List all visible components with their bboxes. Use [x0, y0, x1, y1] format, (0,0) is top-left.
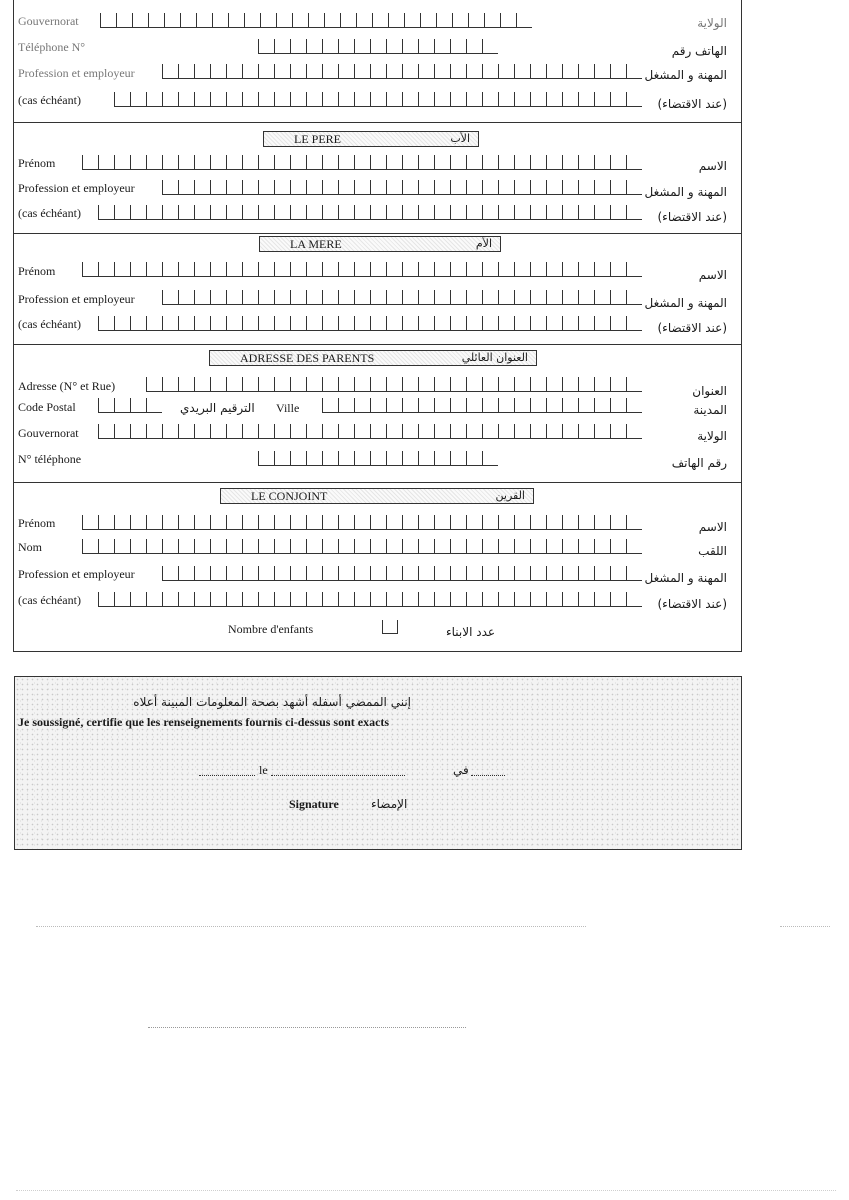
label-conjoint-prenom-ar: الاسم: [698, 520, 727, 534]
header-le-pere-fr: LE PERE: [294, 132, 341, 146]
label-gouvernorat: Gouvernorat: [18, 426, 79, 440]
header-adresse-ar: العنوان العائلي: [461, 351, 528, 364]
label-pere-profession: Profession et employeur: [18, 181, 135, 195]
label-conjoint-profession-ar: المهنة و المشغل: [644, 571, 727, 585]
input-conjoint-cas[interactable]: [98, 592, 642, 607]
header-la-mere-fr: LA MERE: [290, 237, 342, 251]
input-conjoint-profession[interactable]: [162, 566, 642, 581]
label-gouvernorat-ar: الولاية: [697, 429, 727, 443]
label-telephone: N° téléphone: [18, 452, 82, 466]
header-la-mere: [259, 236, 501, 252]
input-telephone-top[interactable]: [258, 39, 498, 54]
label-conjoint-prenom: Prénom: [18, 516, 56, 530]
label-profession-top-ar: المهنة و المشغل: [644, 68, 727, 82]
header-adresse-fr: ADRESSE DES PARENTS: [240, 351, 375, 365]
input-code-postal[interactable]: [98, 398, 162, 413]
label-telephone-top-ar: الهاتف رقم: [671, 44, 727, 58]
label-cas-top-ar: (عند الاقتضاء): [657, 97, 727, 111]
input-pere-profession[interactable]: [162, 180, 642, 195]
label-conjoint-profession: Profession et employeur: [18, 567, 135, 581]
header-le-conjoint-fr: LE CONJOINT: [251, 489, 328, 503]
input-pere-prenom[interactable]: [82, 155, 642, 170]
label-conjoint-cas-ar: (عند الاقتضاء): [657, 597, 727, 611]
input-conjoint-prenom[interactable]: [82, 515, 642, 530]
header-adresse-parents: [209, 350, 537, 366]
input-conjoint-nom[interactable]: [82, 539, 642, 554]
header-le-conjoint-ar: القرين: [495, 489, 525, 502]
header-le-conjoint: [220, 488, 534, 504]
label-cas-top: (cas échéant): [18, 93, 81, 107]
label-nombre-enfants: Nombre d'enfants: [228, 622, 314, 636]
label-adresse-ar: العنوان: [692, 384, 727, 398]
label-gouvernorat-top: Gouvernorat: [18, 14, 79, 28]
label-mere-cas: (cas échéant): [18, 317, 81, 331]
header-le-pere-ar: الأب: [450, 132, 470, 145]
section-divider: [14, 344, 741, 345]
label-fi: في: [453, 763, 469, 777]
certification-text-fr: Je soussigné, certifie que les renseignements fournis ci-dessus sont exacts: [18, 715, 390, 729]
input-ville[interactable]: [322, 398, 642, 413]
form-frame: [13, 0, 742, 652]
label-code-postal: Code Postal: [18, 400, 76, 414]
input-mere-cas[interactable]: [98, 316, 642, 331]
label-conjoint-nom-ar: اللقب: [698, 544, 727, 558]
certification-text-ar: إنني الممضي أسفله أشهد بصحة المعلومات المبينة أعلاه: [133, 695, 411, 709]
input-adresse[interactable]: [146, 377, 642, 392]
label-signature: Signature: [289, 797, 339, 811]
certification-box: [14, 676, 742, 850]
header-le-pere: [263, 131, 479, 147]
label-ville: Ville: [276, 401, 300, 415]
section-divider: [14, 122, 741, 123]
label-mere-cas-ar: (عند الاقتضاء): [657, 321, 727, 335]
lieu-field[interactable]: [199, 775, 255, 776]
input-pere-cas[interactable]: [98, 205, 642, 220]
label-mere-prenom-ar: الاسم: [698, 268, 727, 282]
label-signature-ar: الإمضاء: [371, 797, 408, 811]
input-nombre-enfants[interactable]: [382, 620, 398, 634]
section-divider: [14, 233, 741, 234]
scan-noise-line: [36, 926, 586, 927]
date-field[interactable]: [271, 775, 405, 776]
label-ville-ar: المدينة: [693, 403, 727, 417]
label-conjoint-nom: Nom: [18, 540, 42, 554]
input-telephone[interactable]: [258, 451, 498, 466]
label-pere-prenom: Prénom: [18, 156, 56, 170]
label-mere-prenom: Prénom: [18, 264, 56, 278]
label-le: le: [259, 763, 268, 777]
input-gouvernorat[interactable]: [98, 424, 642, 439]
scan-noise-line: [16, 1190, 836, 1191]
label-nombre-enfants-ar: عدد الابناء: [446, 625, 496, 639]
label-pere-prenom-ar: الاسم: [698, 159, 727, 173]
input-mere-prenom[interactable]: [82, 262, 642, 277]
input-mere-profession[interactable]: [162, 290, 642, 305]
label-pere-profession-ar: المهنة و المشغل: [644, 185, 727, 199]
label-profession-top: Profession et employeur: [18, 66, 135, 80]
label-adresse: Adresse (N° et Rue): [18, 379, 116, 393]
label-code-postal-ar: الترقيم البريدي: [180, 401, 255, 415]
label-gouvernorat-top-ar: الولاية: [697, 16, 727, 30]
input-profession-top[interactable]: [162, 64, 642, 79]
scan-noise-line: [148, 1027, 466, 1028]
label-pere-cas: (cas échéant): [18, 206, 81, 220]
section-divider: [14, 482, 741, 483]
input-gouvernorat-top[interactable]: [100, 13, 532, 28]
label-mere-profession-ar: المهنة و المشغل: [644, 296, 727, 310]
date-field-ar[interactable]: [471, 775, 505, 776]
label-telephone-ar: رقم الهاتف: [671, 456, 727, 470]
header-la-mere-ar: الأم: [475, 237, 492, 250]
input-cas-top[interactable]: [114, 92, 642, 107]
scan-noise-line: [780, 926, 830, 927]
label-conjoint-cas: (cas échéant): [18, 593, 81, 607]
label-telephone-top: Téléphone N°: [18, 40, 86, 54]
label-pere-cas-ar: (عند الاقتضاء): [657, 210, 727, 224]
label-mere-profession: Profession et employeur: [18, 292, 135, 306]
